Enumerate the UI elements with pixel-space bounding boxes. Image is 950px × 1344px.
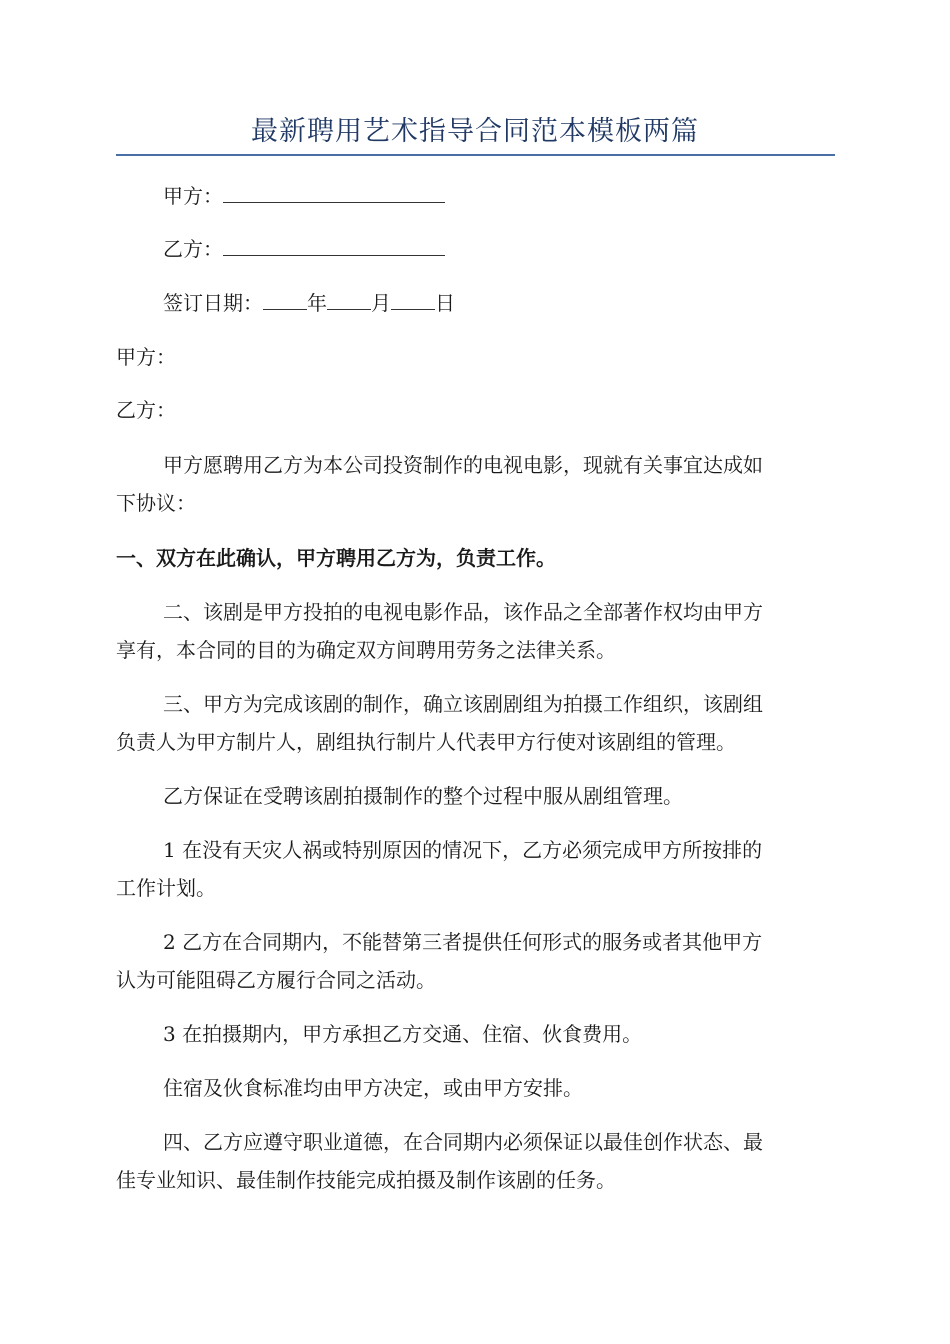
- year-blank: [263, 291, 307, 310]
- section-2-line2: 享有，本合同的目的为确定双方间聘用劳务之法律关系。: [116, 638, 616, 662]
- party-a-blank: [223, 184, 445, 203]
- section-2-line1: 二、该剧是甲方投拍的电视电影作品，该作品之全部著作权均由甲方: [163, 600, 763, 624]
- item-2-line1: 2 乙方在合同期内，不能替第三者提供任何形式的服务或者其他甲方: [163, 930, 763, 954]
- item-2-line2: 认为可能阻碍乙方履行合同之活动。: [116, 968, 436, 992]
- party-a-field-label: 甲方：: [163, 184, 223, 208]
- year-label: 年: [307, 291, 327, 315]
- sign-date-label: 签订日期：: [163, 291, 263, 315]
- party-b-field: [163, 237, 836, 261]
- party-b-line: 乙方：: [116, 398, 176, 422]
- day-label: 日: [435, 291, 455, 315]
- day-blank: [391, 291, 435, 310]
- guarantee-paragraph: 乙方保证在受聘该剧拍摄制作的整个过程中服从剧组管理。: [163, 784, 683, 808]
- sign-date-field: [163, 291, 836, 315]
- month-label: 月: [371, 291, 391, 315]
- item-1-line2: 工作计划。: [116, 876, 216, 900]
- party-b-blank: [223, 237, 445, 256]
- party-a-field: [163, 184, 836, 208]
- section-3-line2: 负责人为甲方制片人，剧组执行制片人代表甲方行使对该剧组的管理。: [116, 730, 736, 754]
- intro-paragraph-line2: 下协议：: [116, 491, 196, 515]
- month-blank: [327, 291, 371, 310]
- party-b-field-label: 乙方：: [163, 237, 223, 261]
- section-4-line1: 四、乙方应遵守职业道德，在合同期内必须保证以最佳创作状态、最: [163, 1130, 763, 1154]
- section-3-line1: 三、甲方为完成该剧的制作，确立该剧剧组为拍摄工作组织，该剧组: [163, 692, 763, 716]
- title-underline: [116, 154, 835, 156]
- section-1-heading: 一、双方在此确认，甲方聘用乙方为，负责工作。: [116, 546, 556, 570]
- party-a-line: 甲方：: [116, 345, 176, 369]
- lodging-paragraph: 住宿及伙食标准均由甲方决定，或由甲方安排。: [163, 1076, 583, 1100]
- item-1-line1: 1 在没有天灾人祸或特别原因的情况下，乙方必须完成甲方所按排的: [163, 838, 763, 862]
- section-4-line2: 佳专业知识、最佳制作技能完成拍摄及制作该剧的任务。: [116, 1168, 616, 1192]
- document-title: 最新聘用艺术指导合同范本模板两篇: [251, 116, 699, 147]
- intro-paragraph-line1: 甲方愿聘用乙方为本公司投资制作的电视电影，现就有关事宜达成如: [163, 453, 763, 477]
- item-3-paragraph: 3 在拍摄期内，甲方承担乙方交通、住宿、伙食费用。: [163, 1022, 643, 1046]
